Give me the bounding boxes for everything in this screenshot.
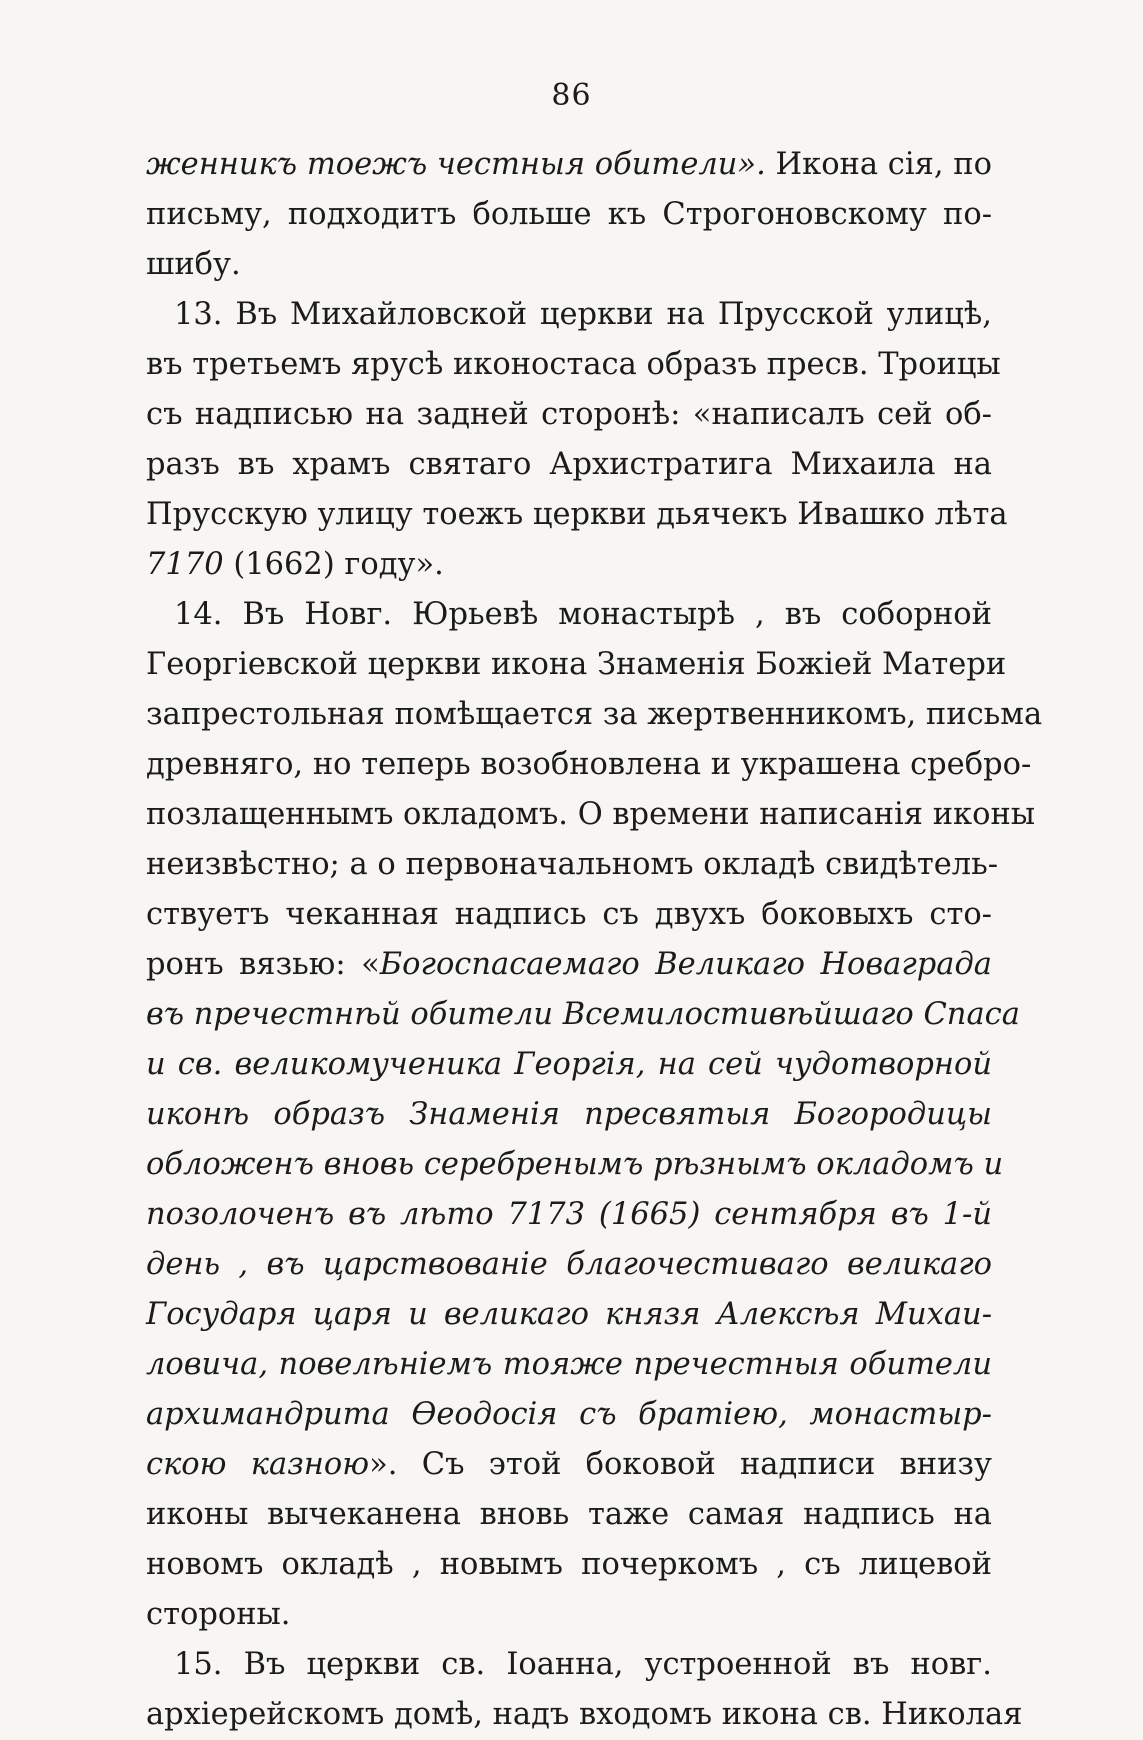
body-text	[146, 140, 1043, 1740]
text-segment: ». Съ этой боковой надписи внизу	[369, 1447, 993, 1482]
text-segment: ствуетъ чеканная надпись съ двухъ боковыхъ сто-	[146, 897, 992, 932]
text-segment: неизвѣстно; а о первоначальномъ окладѣ свидѣтель-	[146, 847, 999, 882]
italic-segment: архимандрита Ѳеодосія съ братіею, монастыр-	[146, 1397, 992, 1432]
italic-segment: иконѣ образъ Знаменія пресвятыя Богородицы	[146, 1097, 992, 1132]
italic-segment: скою казною	[146, 1447, 370, 1482]
text-segment: позлащеннымъ окладомъ. О времени написанія иконы	[146, 797, 1036, 832]
text-segment: стороны.	[146, 1597, 291, 1632]
text-segment: (1662) году».	[223, 547, 444, 582]
text-segment: 14. Въ Новг. Юрьевѣ монастырѣ , въ соборной	[174, 597, 992, 632]
text-segment: съ надписью на задней сторонѣ: «написалъ сей об-	[146, 397, 992, 432]
text-line	[146, 1640, 992, 1690]
text-segment: древняго, но теперь возобновлена и украшена сребро-	[146, 747, 1032, 782]
text-line	[146, 990, 1020, 1040]
text-segment: архіерейскомъ домѣ, надъ входомъ икона св. Николая	[146, 1697, 1023, 1732]
italic-segment: въ пречестнѣй обители Всемилостивѣйшаго Спаса	[146, 997, 1020, 1032]
text-line	[146, 1540, 992, 1590]
italic-segment: женникъ тоежъ честныя обители».	[146, 147, 766, 182]
text-segment: разъ въ храмъ святаго Архистратига Михаила на	[146, 447, 992, 482]
italic-segment: обложенъ вновь серебренымъ рѣзнымъ окладомъ и	[146, 1147, 1004, 1182]
italic-segment: и св. великомученика Георгія, на сей чудотворной	[146, 1047, 992, 1082]
text-segment: новомъ окладѣ , новымъ почеркомъ , съ лицевой	[146, 1547, 992, 1582]
italic-segment: ловича, повелѣніемъ тояже пречестныя обители	[146, 1347, 992, 1382]
text-line	[146, 940, 992, 990]
italic-segment: Богоспасаемаго Великаго Новаграда	[379, 947, 992, 982]
text-segment: Георгіевской церкви икона Знаменія Божіей Матери	[146, 647, 1007, 682]
italic-segment: Государя царя и великаго князя Алексѣя Михаи-	[146, 1297, 992, 1332]
text-line	[146, 1290, 992, 1340]
text-line	[146, 740, 1032, 790]
page-number: 86	[551, 78, 592, 113]
italic-segment: день , въ царствованіе благочестиваго великаго	[146, 1247, 992, 1282]
text-segment: Прусскую улицу тоежъ церкви дьячекъ Ивашко лѣта	[146, 497, 1008, 532]
text-segment: 13. Въ Михайловской церкви на Прусской улицѣ,	[174, 297, 992, 332]
text-line	[146, 1340, 992, 1390]
text-line	[146, 1090, 992, 1140]
text-line	[146, 540, 992, 590]
text-line	[146, 890, 992, 940]
text-segment: ронъ вязью: «	[146, 947, 380, 982]
text-line	[146, 1590, 992, 1640]
text-line	[146, 440, 992, 490]
text-segment: запрестольная помѣщается за жертвенникомъ, письма	[146, 697, 1043, 732]
text-segment: письму, подходитъ больше къ Строгоновскому по-	[146, 197, 992, 232]
italic-segment: позолоченъ въ лѣто 7173 (1665) сентября въ 1-й	[146, 1197, 992, 1232]
text-line	[146, 240, 992, 290]
text-line	[146, 790, 1036, 840]
text-segment: 15. Въ церкви св. Іоанна, устроенной въ новг.	[174, 1647, 992, 1682]
text-line	[146, 290, 992, 340]
italic-segment: 7170	[146, 547, 224, 582]
text-segment: шибу.	[146, 247, 241, 282]
text-line	[146, 190, 992, 240]
text-line	[146, 1690, 1023, 1740]
text-line	[146, 1490, 992, 1540]
text-line	[146, 340, 1001, 390]
text-line	[146, 640, 1007, 690]
text-line	[146, 840, 999, 890]
text-line	[146, 1390, 992, 1440]
text-segment: иконы вычеканена вновь таже самая надпись на	[146, 1497, 992, 1532]
text-line	[146, 1440, 992, 1490]
text-line	[146, 590, 992, 640]
text-line	[146, 1190, 992, 1240]
text-line	[146, 140, 992, 190]
text-line	[146, 1040, 992, 1090]
text-line	[146, 490, 1008, 540]
text-line	[146, 690, 1043, 740]
text-line	[146, 1240, 992, 1290]
text-line	[146, 390, 992, 440]
text-segment: въ третьемъ ярусѣ иконостаса образъ пресв. Троицы	[146, 347, 1001, 382]
text-segment: Икона сія, по	[765, 147, 992, 182]
text-line	[146, 1140, 1004, 1190]
